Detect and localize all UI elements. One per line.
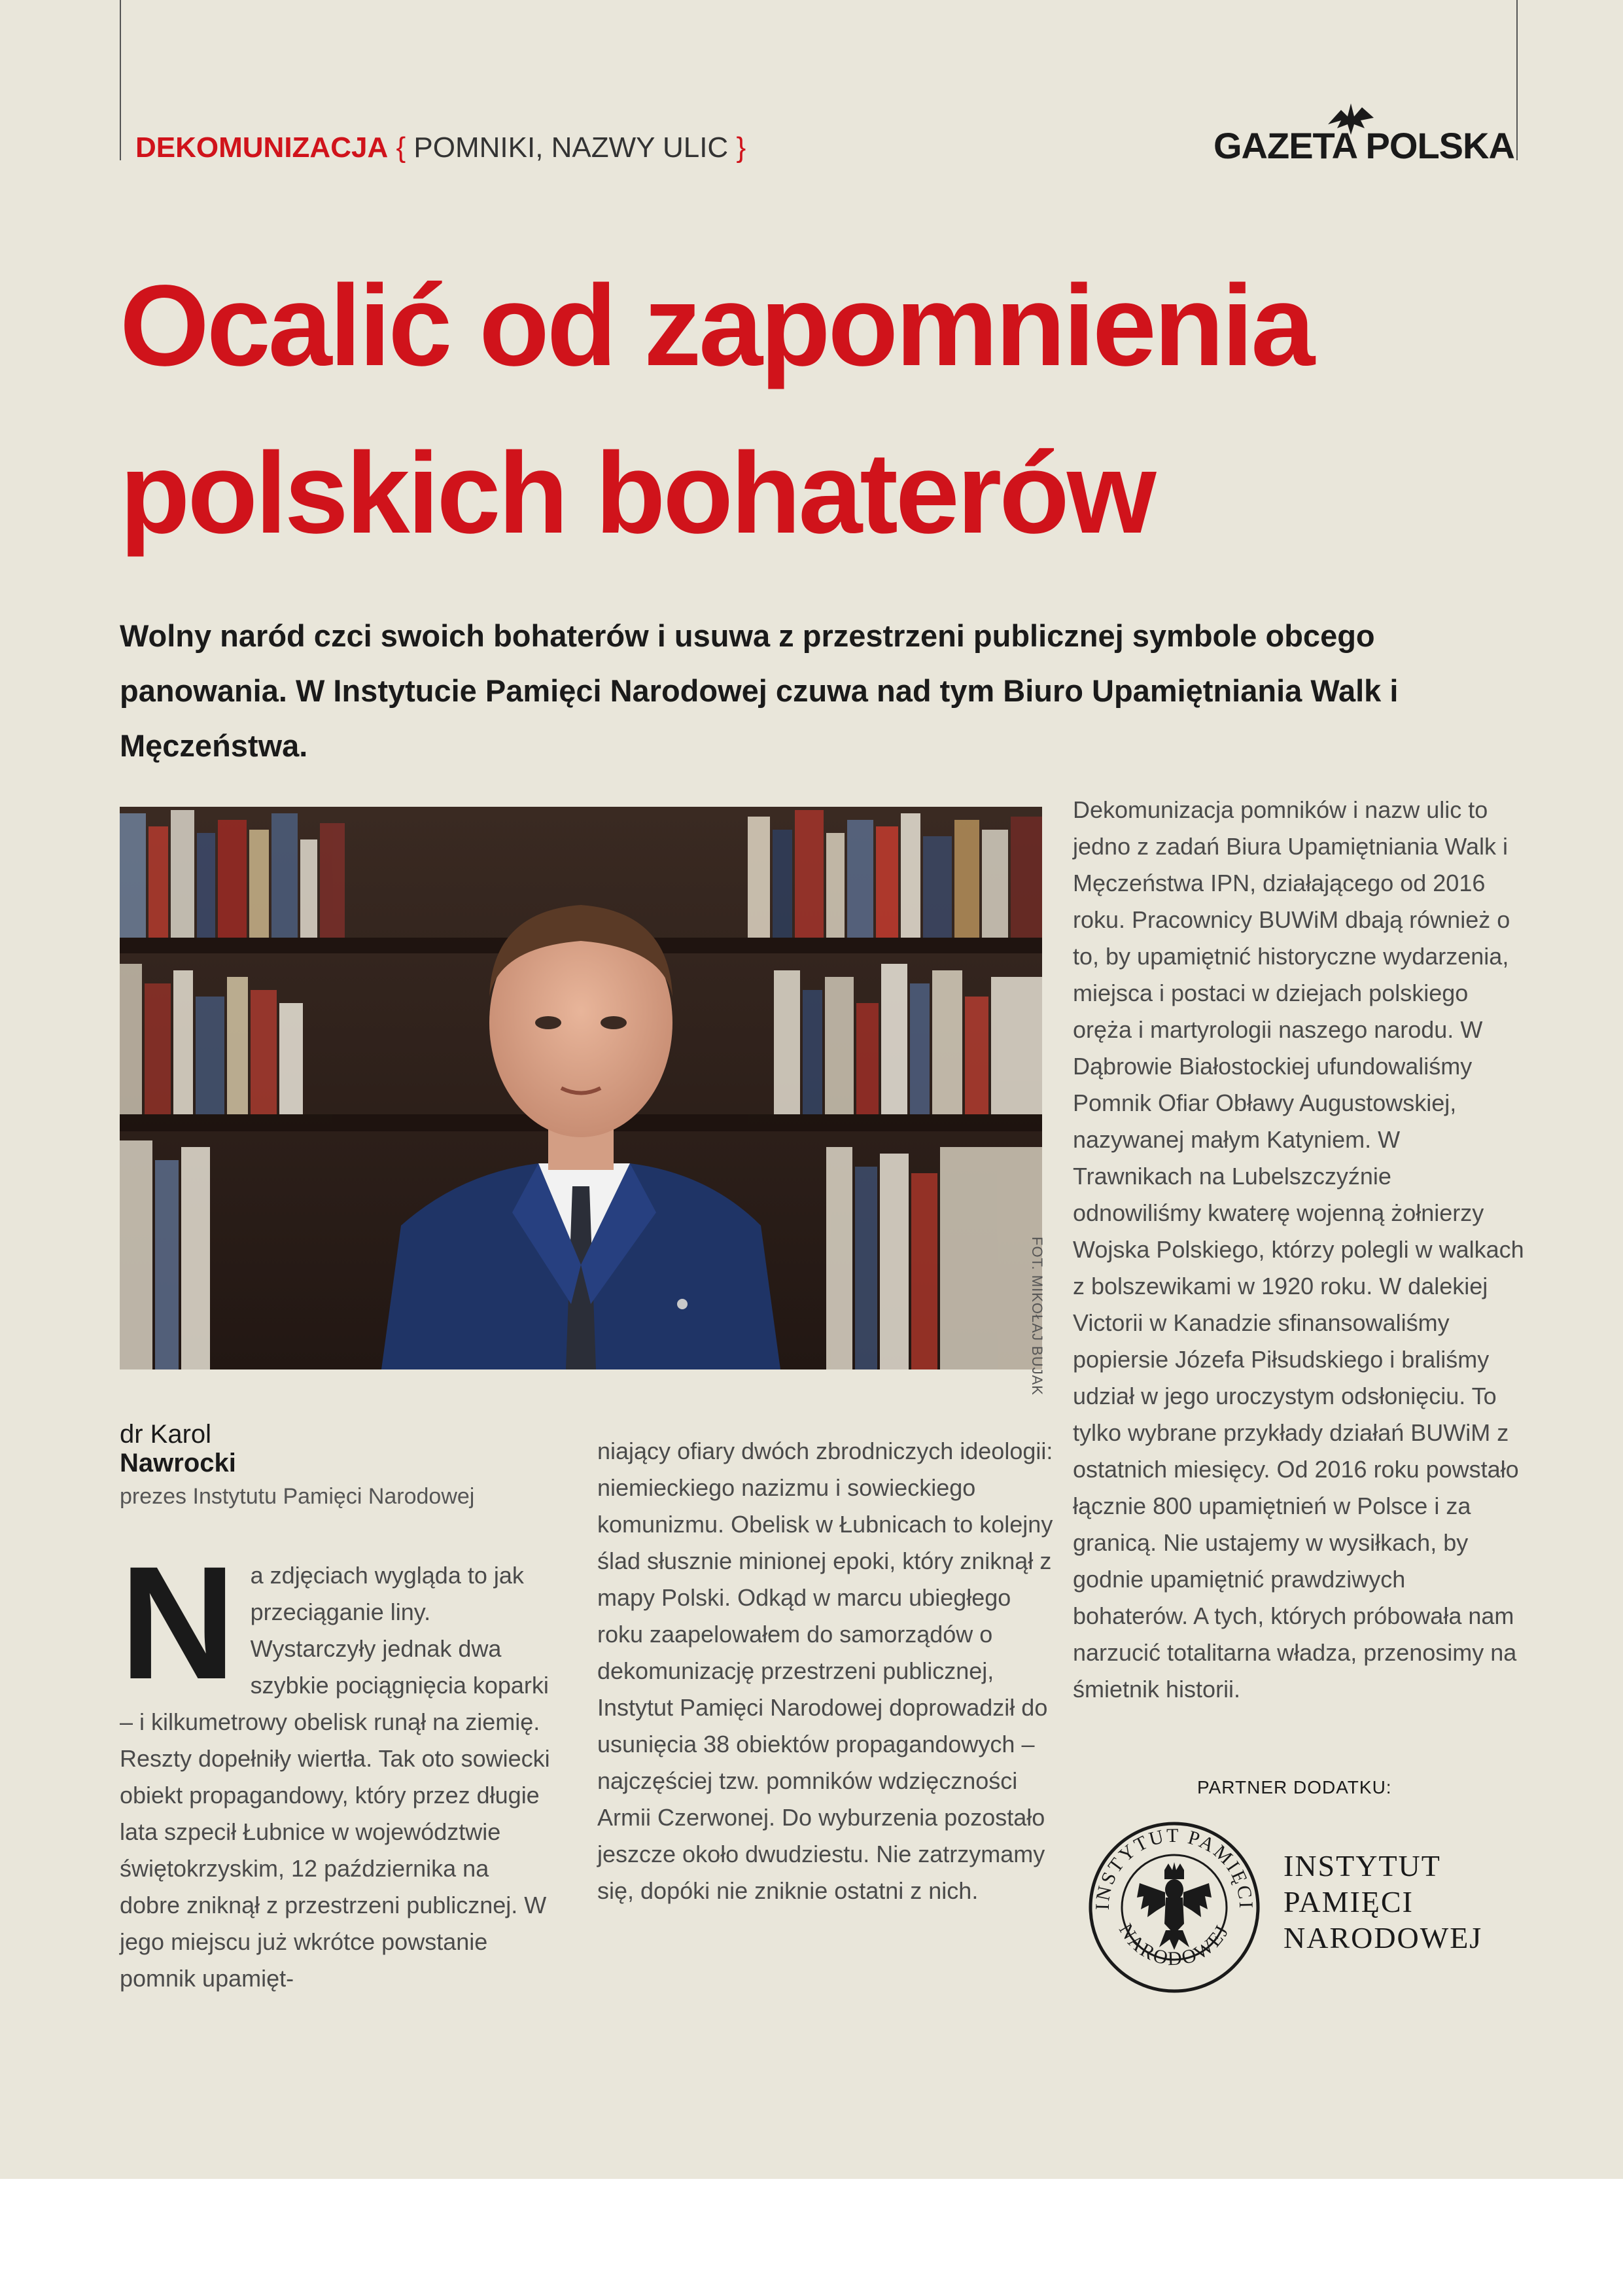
crowned-eagle-icon	[1137, 1862, 1212, 1950]
seal-text-bottom: NARODOWEJ	[1114, 1920, 1234, 1970]
headline-line-2: polskich bohaterów	[120, 429, 1154, 557]
open-brace: {	[396, 132, 406, 164]
seal-text-top: INSTYTUT PAMIĘCI	[1091, 1824, 1257, 1911]
headline-line-1: Ocalić od zapomnienia	[120, 262, 1313, 390]
article-column-1-text: a zdjęciach wygląda to jak przeciąganie liny. Wystarczyły jednak dwa szybkie pociągnięcia koparki – i kilkumetrowy obelisk runął na ziemię. Reszty dopełniły wiertła. Tak oto sowiecki obiekt propagandowy, który przez długie lata szpecił Łubnice w województwie świętokrzyskim, 12 października na dobre zniknął z przestrzeni publicznej. W jego miejscu już wkrótce powstanie pomnik upamięt-	[120, 1562, 550, 1992]
ipn-name-line-1: INSTYTUT	[1283, 1849, 1441, 1882]
ipn-seal-icon	[1086, 1819, 1263, 1996]
article-column-1	[120, 1533, 551, 1997]
section-label: DEKOMUNIZACJA	[135, 132, 389, 164]
photo-credit: FOT. MIKOŁAJ BUJAK	[1029, 1237, 1045, 1396]
portrait-illustration	[120, 807, 1042, 1369]
article-column-3: Dekomunizacja pomników i nazw ulic to jedno z zadań Biura Upamiętniania Walk i Męczeństwa IPN, działającego od 2016 roku. Pracownicy BUWiM dbają również o to, by upamiętnić historyczne wydarzenia, miejsca i postaci w dziejach polskiego oręża i martyrologii naszego narodu. W Dąbrowie Białostockiej ufundowaliśmy Pomnik Ofiar Obławy Augustowskiej, nazywanej małym Katyniem. W Trawnikach na Lubelszczyźnie odnowiliśmy kwaterę wojenną żołnierzy Wojska Polskiego, którzy polegli w walkach z bolszewikami w 1920 roku. W dalekiej Victorii w Kanadzie sfinansowaliśmy popiersie Józefa Piłsudskiego i braliśmy udział w jego uroczystym odsłonięciu. To tylko wybrane przykłady działań BUWiM z ostatnich miesięcy. Od 2016 roku powstało łącznie 800 upamiętnień w Polsce i za granicą. Nie ustajemy w wysiłkach, by godnie upamiętnić prawdziwych bohaterów. A tych, których próbowała nam narzucić totalitarna władza, przenosimy na śmietnik historii.	[1073, 796, 1524, 1703]
author-role: prezes Instytutu Pamięci Narodowej	[120, 1484, 475, 1509]
section-header	[135, 128, 746, 168]
subsection-label: POMNIKI, NAZWY ULIC	[413, 132, 729, 164]
crop-mark-right	[1516, 0, 1518, 160]
ipn-name-line-2: PAMIĘCI	[1283, 1885, 1414, 1918]
author-photo	[120, 807, 1042, 1369]
crop-mark-left	[120, 0, 121, 160]
partner-label: PARTNER DODATKU:	[1197, 1777, 1392, 1797]
drop-cap: N	[120, 1533, 236, 1713]
ipn-name-line-3: NARODOWEJ	[1283, 1921, 1483, 1954]
article-column-2: niający ofiary dwóch zbrodniczych ideologii: niemieckiego nazizmu i sowieckiego komunizmu. Obelisk w Łubnicach to kolejny ślad słusznie minionej epoki, który zniknął z mapy Polski. Odkąd w marcu ubiegłego roku zaapelowałem do samorządów o dekomunizację przestrzeni publicznej, Instytut Pamięci Narodowej doprowadził do usunięcia 38 obiektów propagandowych – najczęściej tzw. pomników wdzięczności Armii Czerwonej. Do wyburzenia pozostało jeszcze około dwudziestu. Nie zatrzymamy się, dopóki nie zniknie ostatni z nich.	[597, 1438, 1053, 1904]
author-last-name: Nawrocki	[120, 1449, 236, 1477]
headline	[120, 242, 1559, 577]
author-first-name: dr Karol	[120, 1420, 212, 1449]
lead-paragraph: Wolny naród czci swoich bohaterów i usuwa z przestrzeni publicznej symbole obcego panowania. W Instytucie Pamięci Narodowej czuwa nad tym Biuro Upamiętniania Walk i Męczeństwa.	[120, 618, 1399, 763]
masthead-logo: GAZETA POLSKA	[1213, 125, 1514, 166]
close-brace: }	[736, 132, 746, 164]
